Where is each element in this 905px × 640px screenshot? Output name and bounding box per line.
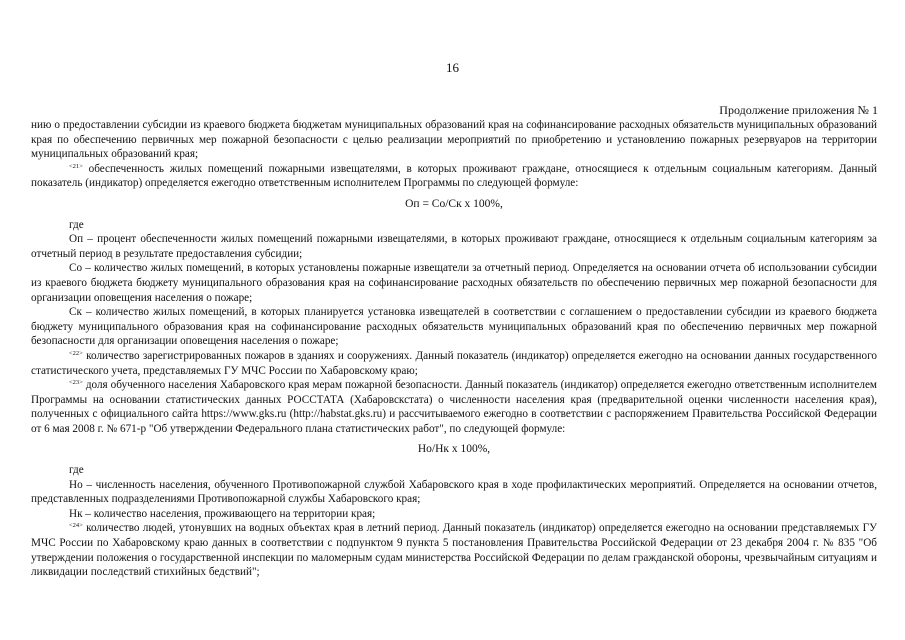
paragraph-footnote-23: [31, 378, 877, 436]
paragraph-footnote-24: [31, 521, 877, 579]
footnote-marker-23: <23>: [69, 379, 83, 387]
footnote-marker-21: <21>: [69, 162, 83, 170]
paragraph-footnote-22: [31, 349, 877, 378]
paragraph-text: доля обученного населения Хабаровского края мерам пожарной безопасности. Данный показатель (индикатор) определяется ежегодно ответственным исполнителем Программы на основании статистических данных РОССТАТА (Хабаровскстата) о численности населения края (предварительной оценки численности населения края), полученных с официального сайта https://www.gks.ru (http://habstat.gks.ru) и рассчитываемого ежегодно в соответствии с распоряжением Правительства Российской Федерации от 6 мая 2008 г. № 671-р "Об утверждении Федерального плана статистических работ", по следующей формуле:: [31, 379, 878, 435]
paragraph-footnote-21: [31, 162, 877, 191]
body-text: [31, 118, 877, 580]
definition-op: Оп – процент обеспеченности жилых помещений пожарными извещателями, в которых проживают граждане, относящиеся к отдельным социальным категориям за отчетный период в результате предоставления субсидии;: [31, 233, 877, 260]
paragraph-text: количество зарегистрированных пожаров в зданиях и сооружениях. Данный показатель (индикатор) определяется ежегодно на основании данных государственного статистического учета, представляемых ГУ МЧС России по Хабаровскому краю;: [31, 349, 878, 377]
where-label: где: [69, 218, 84, 231]
where-label: где: [69, 464, 84, 477]
footnote-marker-22: <22>: [69, 349, 83, 357]
footnote-marker-24: <24>: [69, 522, 83, 530]
page-number: 16: [446, 60, 459, 75]
definition-hk: Нк – количество населения, проживающего на территории края;: [69, 507, 376, 520]
definition-co: Со – количество жилых помещений, в которых установлены пожарные извещатели за отчетный период. Определяется на основании отчета об использовании субсидии из краевого бюджета бюджету муниципального образования края на софинансирование расходных обязательств по обеспечению первичных мер пожарной безопасности для организации оповещения населения о пожаре;: [31, 262, 877, 304]
definition-ck: Ск – количество жилых помещений, в которых планируется установка извещателей в соответствии с соглашением о предоставлении субсидии из краевого бюджета бюджету муниципального образования края на софинансирование расходных обязательств муниципальных образований края по обеспечению первичных мер пожарной безопасности для организации оповещения населения о пожаре;: [31, 306, 877, 348]
paragraph-text: обеспеченность жилых помещений пожарными извещателями, в которых проживают граждане, относящиеся к отдельным социальным категориям. Данный показатель (индикатор) определяется ежегодно ответственным исполнителем Программы по следующей формуле:: [31, 162, 878, 190]
formula-op: Оп = Со/Ск x 100%,: [405, 197, 503, 210]
paragraph-continuation: нию о предоставлении субсидии из краевого бюджета бюджетам муниципальных образований края на софинансирование расходных обязательств муниципальных образований края по обеспечению первичных мер пожарной безопасности с целью реализации мероприятий по приобретению и установлению пожарных резервуаров на территории муниципальных образований края;: [31, 119, 877, 161]
formula-ho: Но/Нк x 100%,: [417, 443, 491, 456]
appendix-continuation-note: Продолжение приложения № 1: [719, 103, 878, 117]
definition-ho: Но – численность населения, обученного Противопожарной службой Хабаровского края в ходе профилактических мероприятий. Определяется на основании отчетов, представленных подразделениями Противопожарной службы Хабаровского края;: [31, 478, 877, 506]
paragraph-text: количество людей, утонувших на водных объектах края в летний период. Данный показатель (индикатор) определяется ежегодно на основании представляемых ГУ МЧС России по Хабаровскому краю данных в соответствии с подпунктом 9 пункта 5 постановления Правительства Российской Федерации от 23 декабря 2004 г. № 835 "Об утверждении положения о государственной инспекции по маломерным судам министерства Российской Федерации по делам гражданской обороны, чрезвычайным ситуациям и ликвидации последствий стихийных бедствий";: [31, 522, 877, 579]
